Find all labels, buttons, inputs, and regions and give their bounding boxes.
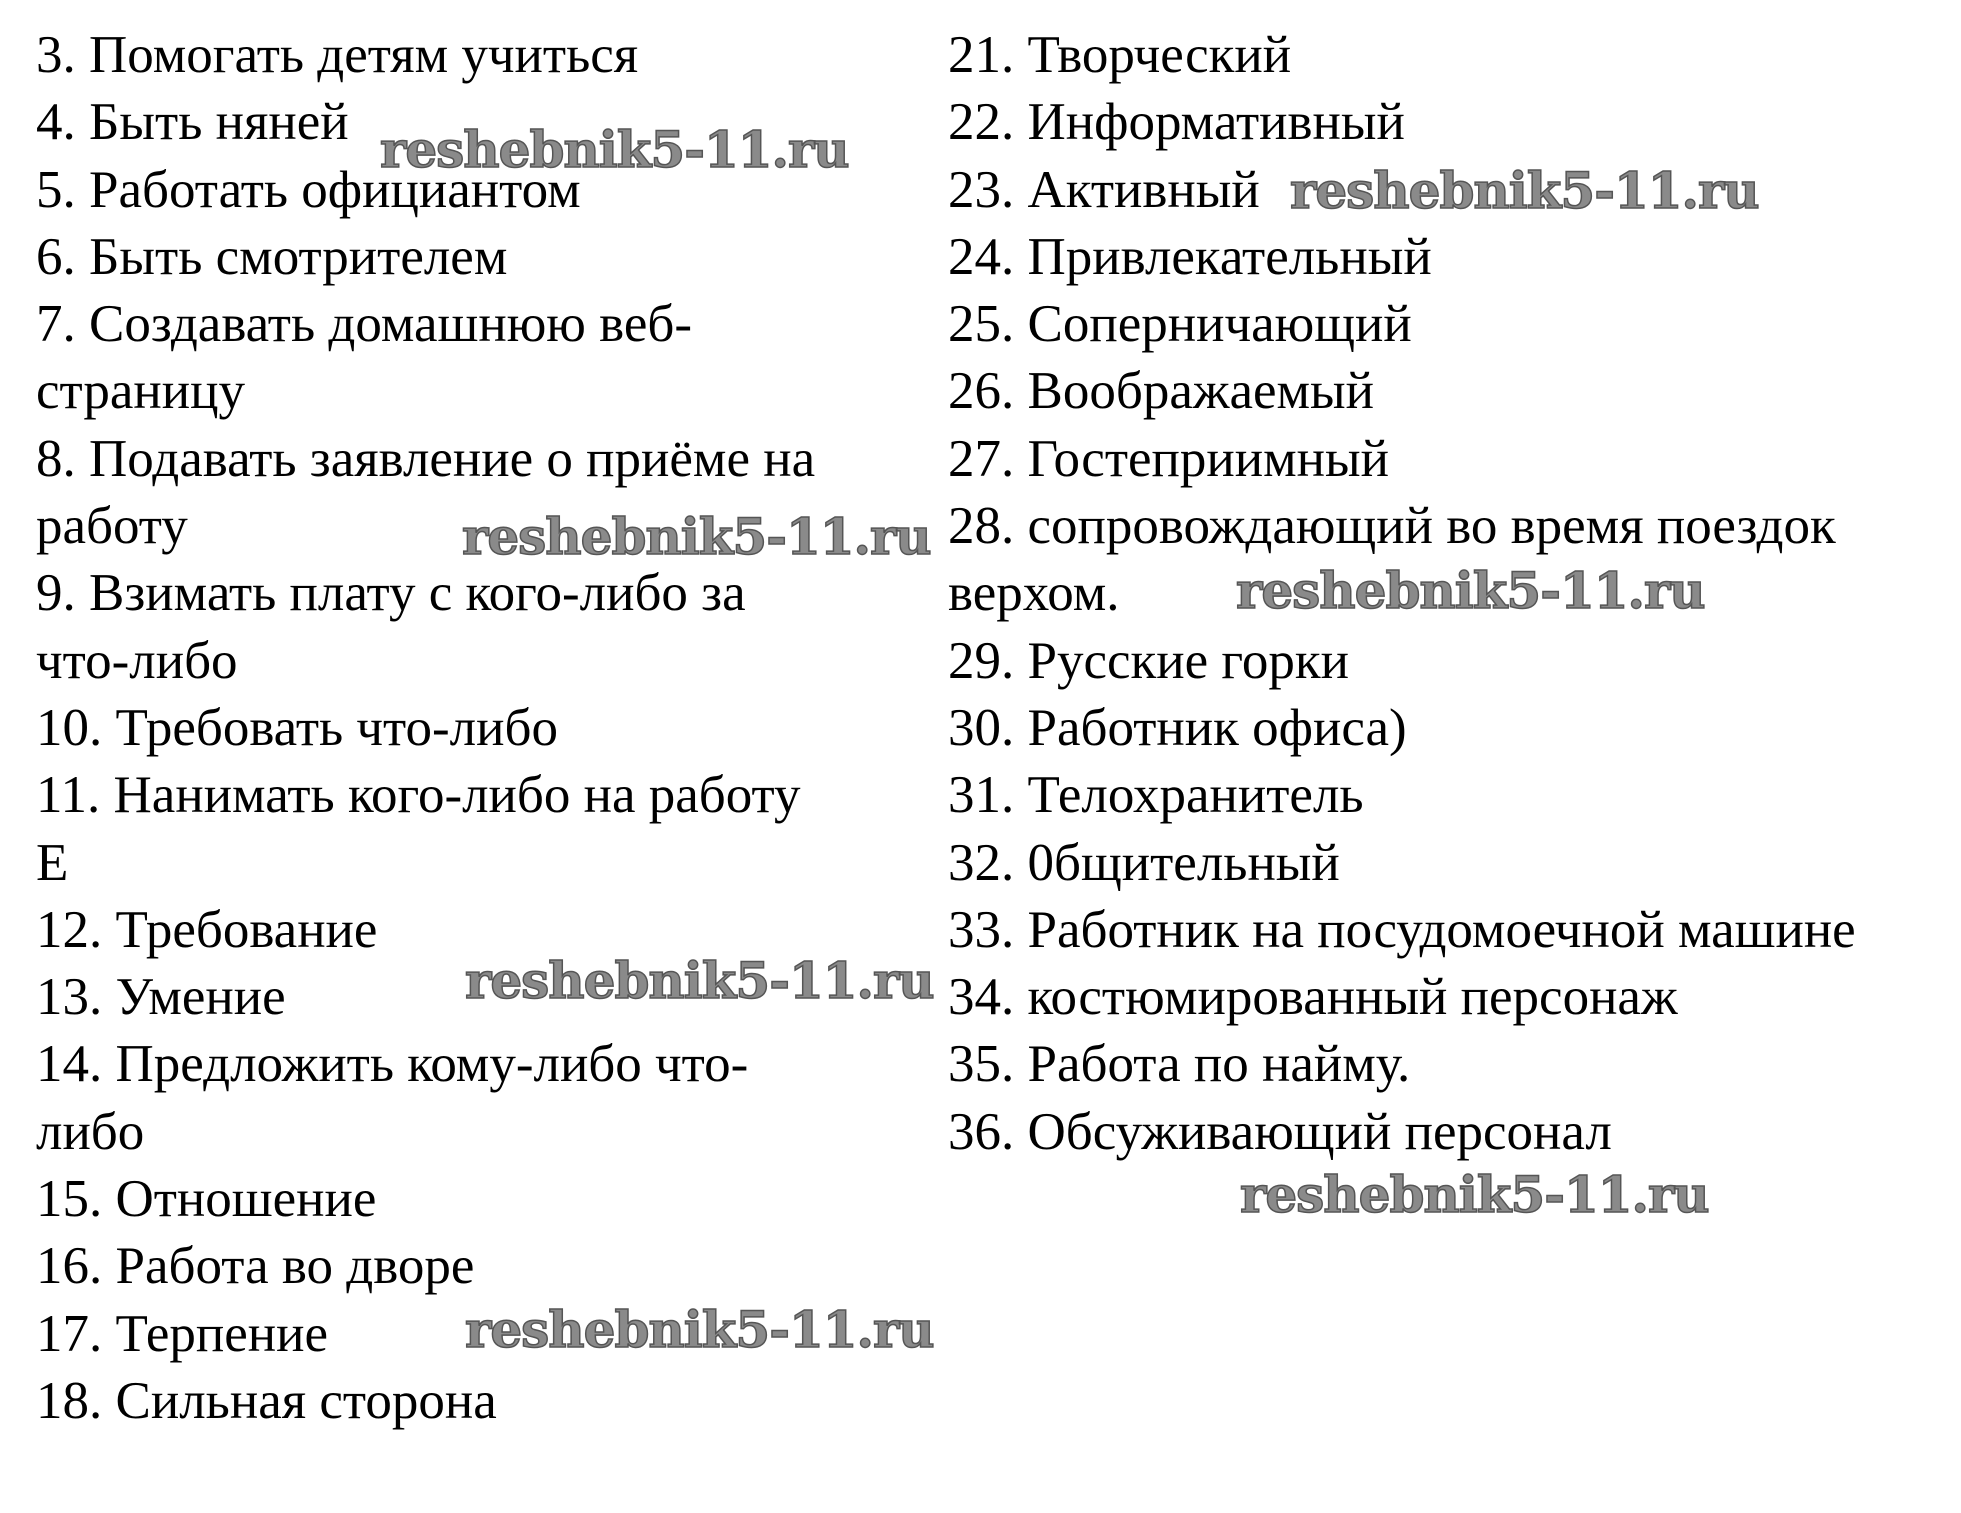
watermark: reshebnik5-11.ru (1240, 1165, 1709, 1224)
watermark: reshebnik5-11.ru (1236, 561, 1705, 620)
list-item: 27. Гостеприимный (948, 429, 1389, 488)
list-item: 26. Воображаемый (948, 362, 1375, 421)
list-item: 28. сопровождающий во время поездок (948, 497, 1836, 556)
watermark: reshebnik5-11.ru (462, 507, 931, 566)
list-item: либо (36, 1102, 145, 1161)
left-column (36, 22, 936, 1435)
list-item: 9. Взимать плату с кого-либо за (36, 564, 746, 623)
list-item: 30. Работник офиса) (948, 698, 1407, 757)
list-item: 4. Быть няней (36, 93, 349, 152)
list-item: 8. Подавать заявление о приёме на (36, 429, 816, 488)
list-item: 10. Требовать что-либо (36, 698, 558, 757)
list-item: 29. Русские горки (948, 631, 1349, 690)
list-item: 32. 0бщительный (948, 833, 1340, 892)
list-item: 17. Терпение (36, 1304, 329, 1363)
list-item: 5. Работать официантом (36, 160, 581, 219)
list-item: 31. Телохранитель (948, 766, 1364, 825)
list-item: 35. Работа по найму. (948, 1035, 1411, 1094)
list-item: 34. костюмированный персонаж (948, 968, 1678, 1027)
watermark: reshebnik5-11.ru (465, 1300, 934, 1359)
list-item: 12. Требование (36, 900, 378, 959)
list-item: работу (36, 497, 188, 556)
list-item: страницу (36, 362, 245, 421)
list-item: 36. Обсуживающий персонал (948, 1102, 1612, 1161)
list-item: 6. Быть смотрителем (36, 227, 508, 286)
list-item: 11. Нанимать кого-либо на работу (36, 766, 801, 825)
watermark: reshebnik5-11.ru (1290, 161, 1759, 220)
watermark: reshebnik5-11.ru (380, 120, 849, 179)
list-item: 22. Информативный (948, 93, 1405, 152)
list-item: 14. Предложить кому-либо что- (36, 1035, 749, 1094)
list-item: что-либо (36, 631, 238, 690)
list-item: Е (36, 833, 69, 892)
list-item: 15. Отношение (36, 1170, 377, 1229)
list-item: 25. Соперничающий (948, 295, 1412, 354)
list-item: верхом. (948, 564, 1120, 623)
list-item: 7. Создавать домашнюю веб- (36, 295, 693, 354)
list-item: 21. Творческий (948, 26, 1292, 84)
list-item: 24. Привлекательный (948, 227, 1432, 286)
list-item: 33. Работник на посудомоечной машине (948, 900, 1856, 959)
watermark: reshebnik5-11.ru (465, 951, 934, 1010)
list-item: 16. Работа во дворе (36, 1237, 475, 1296)
list-item: 13. Умение (36, 968, 286, 1027)
list-item: 23. Активный (948, 160, 1260, 219)
list-item: 18. Сильная сторона (36, 1371, 497, 1430)
list-item: 3. Помогать детям учиться (36, 26, 639, 84)
